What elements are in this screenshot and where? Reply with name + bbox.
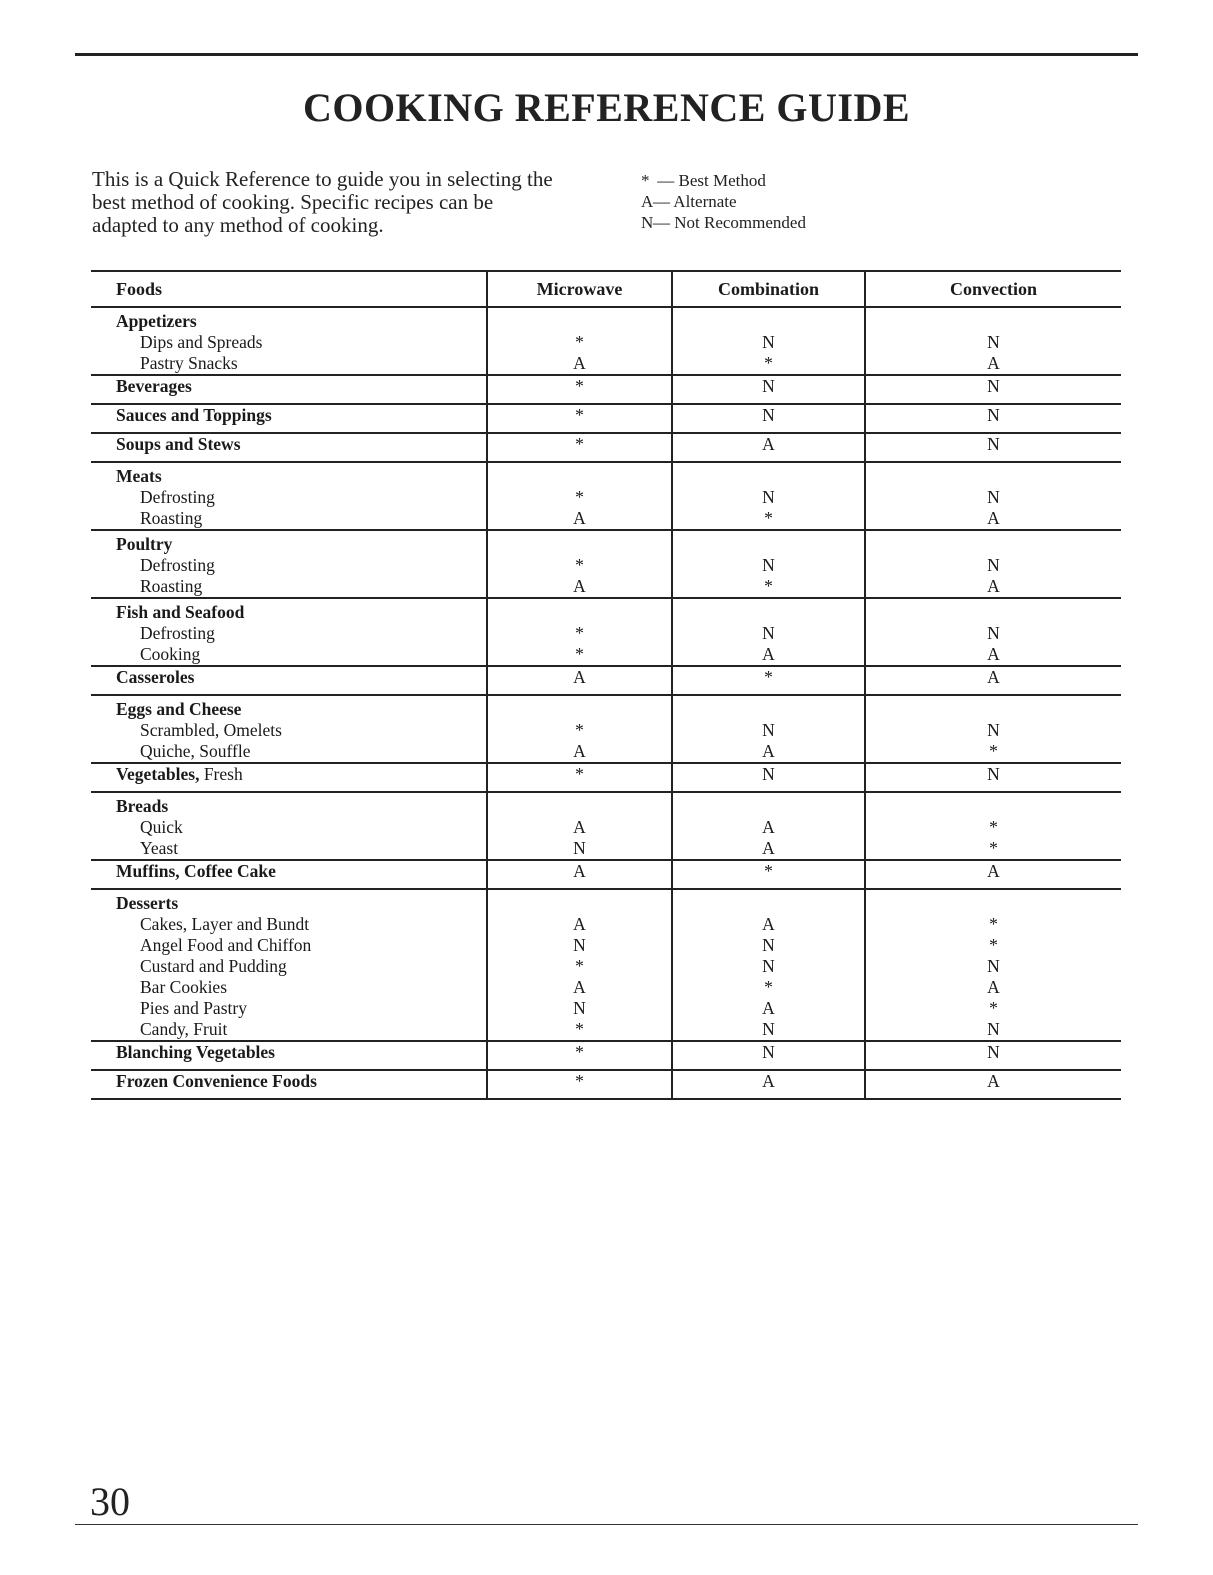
page-number: 30 <box>90 1479 130 1524</box>
page-title: COOKING REFERENCE GUIDE <box>302 85 911 130</box>
combination-value: * <box>764 508 773 528</box>
legend-item-alternate: A— Alternate <box>641 192 737 211</box>
category-label: Desserts <box>116 893 179 913</box>
microwave-value: * <box>575 623 584 643</box>
microwave-cell <box>487 598 672 666</box>
convection-cell: A <box>865 1070 1121 1099</box>
combination-value: N <box>762 623 775 643</box>
microwave-value: * <box>575 720 584 740</box>
food-cell <box>91 666 487 695</box>
microwave-value: A <box>573 576 586 596</box>
combination-value: A <box>762 838 775 858</box>
microwave-value: * <box>575 956 584 976</box>
convection-value: A <box>987 353 1000 373</box>
category-label: Sauces and Toppings <box>116 405 272 425</box>
convection-cell: A <box>865 666 1121 695</box>
category-label: Blanching Vegetables <box>116 1042 275 1062</box>
category-label: Muffins, Coffee Cake <box>116 861 276 881</box>
legend-item-best: * — Best Method <box>641 171 766 190</box>
convection-value: N <box>987 720 1000 740</box>
microwave-value: A <box>573 817 586 837</box>
convection-value: * <box>989 741 998 761</box>
food-cell <box>91 889 487 1041</box>
combination-cell: N <box>672 404 865 433</box>
convection-value: N <box>987 487 1000 507</box>
convection-value: N <box>987 623 1000 643</box>
microwave-value: * <box>575 487 584 507</box>
food-item-label: Roasting <box>140 508 203 528</box>
combination-value: A <box>762 914 775 934</box>
combination-cell: N <box>672 1041 865 1070</box>
combination-cell: A <box>672 433 865 462</box>
category-label: Eggs and Cheese <box>116 699 242 719</box>
food-item-label: Cakes, Layer and Bundt <box>140 914 310 934</box>
food-cell <box>91 598 487 666</box>
convection-value: A <box>987 508 1000 528</box>
combination-cell <box>672 530 865 598</box>
microwave-cell: A <box>487 666 672 695</box>
food-cell <box>91 462 487 530</box>
combination-value: * <box>764 353 773 373</box>
food-cell <box>91 1041 487 1070</box>
table-row <box>91 666 1121 695</box>
category-label: Beverages <box>116 376 192 396</box>
microwave-cell: * <box>487 763 672 792</box>
microwave-cell: * <box>487 1041 672 1070</box>
table-header-row <box>91 271 1121 307</box>
convection-value: A <box>987 576 1000 596</box>
food-item-label: Roasting <box>140 576 203 596</box>
convection-value: A <box>987 977 1000 997</box>
convection-cell: A <box>865 860 1121 889</box>
category-label: Casseroles <box>116 667 195 687</box>
table-row <box>91 462 1121 530</box>
combination-cell <box>672 462 865 530</box>
category-label: Vegetables, Fresh <box>116 764 243 784</box>
convection-value: N <box>987 1019 1000 1039</box>
legend <box>641 170 806 233</box>
food-cell <box>91 375 487 404</box>
table-row <box>91 1070 1121 1099</box>
food-cell <box>91 307 487 375</box>
convection-value: * <box>989 914 998 934</box>
food-item-label: Yeast <box>140 838 179 858</box>
convection-cell <box>865 462 1121 530</box>
food-item-label: Angel Food and Chiffon <box>140 935 312 955</box>
combination-cell: N <box>672 375 865 404</box>
microwave-cell <box>487 889 672 1041</box>
food-item-label: Scrambled, Omelets <box>140 720 282 740</box>
microwave-value: N <box>573 998 586 1018</box>
header-combination: Combination <box>672 271 865 307</box>
combination-value: N <box>762 1019 775 1039</box>
category-label: Appetizers <box>116 311 197 331</box>
food-item-label: Custard and Pudding <box>140 956 287 976</box>
combination-value: A <box>762 998 775 1018</box>
table-row <box>91 763 1121 792</box>
microwave-cell: * <box>487 1070 672 1099</box>
food-item-label: Pastry Snacks <box>140 353 238 373</box>
convection-cell: N <box>865 433 1121 462</box>
table-row <box>91 307 1121 375</box>
microwave-value: * <box>575 1019 584 1039</box>
table-row <box>91 1041 1121 1070</box>
combination-cell <box>672 695 865 763</box>
table-row <box>91 860 1121 889</box>
microwave-value: * <box>575 644 584 664</box>
table-body <box>91 307 1121 1099</box>
category-label: Frozen Convenience Foods <box>116 1071 317 1091</box>
convection-value: A <box>987 644 1000 664</box>
convection-cell: N <box>865 763 1121 792</box>
header-microwave: Microwave <box>487 271 672 307</box>
bottom-rule <box>75 1524 1138 1525</box>
table-row <box>91 375 1121 404</box>
combination-value: N <box>762 487 775 507</box>
convection-cell: N <box>865 404 1121 433</box>
combination-cell <box>672 889 865 1041</box>
convection-cell <box>865 695 1121 763</box>
convection-value: N <box>987 555 1000 575</box>
microwave-cell <box>487 307 672 375</box>
microwave-value: A <box>573 741 586 761</box>
table-row <box>91 792 1121 860</box>
table-row <box>91 404 1121 433</box>
combination-value: * <box>764 977 773 997</box>
combination-value: A <box>762 741 775 761</box>
combination-cell: * <box>672 860 865 889</box>
food-item-label: Bar Cookies <box>140 977 228 997</box>
food-cell <box>91 792 487 860</box>
category-label: Meats <box>116 466 162 486</box>
food-item-label: Candy, Fruit <box>140 1019 228 1039</box>
table-row <box>91 889 1121 1041</box>
combination-cell <box>672 792 865 860</box>
food-cell <box>91 763 487 792</box>
convection-value: * <box>989 817 998 837</box>
convection-cell: N <box>865 1041 1121 1070</box>
combination-value: A <box>762 644 775 664</box>
food-item-label: Cooking <box>140 644 201 664</box>
combination-value: * <box>764 576 773 596</box>
food-cell <box>91 530 487 598</box>
convection-cell <box>865 792 1121 860</box>
microwave-value: N <box>573 838 586 858</box>
header-convection: Convection <box>865 271 1121 307</box>
microwave-cell <box>487 462 672 530</box>
microwave-value: A <box>573 353 586 373</box>
top-rule <box>75 53 1138 56</box>
convection-cell: N <box>865 375 1121 404</box>
combination-cell <box>672 307 865 375</box>
category-label: Fish and Seafood <box>116 602 245 622</box>
convection-cell <box>865 889 1121 1041</box>
combination-value: N <box>762 935 775 955</box>
combination-cell: * <box>672 666 865 695</box>
combination-cell <box>672 598 865 666</box>
combination-value: N <box>762 555 775 575</box>
convection-cell <box>865 530 1121 598</box>
convection-value: * <box>989 935 998 955</box>
convection-value: N <box>987 956 1000 976</box>
table-row <box>91 530 1121 598</box>
category-label: Soups and Stews <box>116 434 241 454</box>
food-item-label: Defrosting <box>140 623 215 643</box>
convection-value: * <box>989 838 998 858</box>
intro-text: This is a Quick Reference to guide you in selecting the best method of cooking. Specific recipes can be adapted to any method of cooking. <box>92 167 553 237</box>
food-cell <box>91 1070 487 1099</box>
combination-value: A <box>762 817 775 837</box>
legend-item-not-recommended: N— Not Recommended <box>641 213 806 232</box>
category-label: Breads <box>116 796 169 816</box>
header-foods: Foods <box>91 271 487 307</box>
food-item-label: Defrosting <box>140 487 215 507</box>
category-label: Poultry <box>116 534 173 554</box>
microwave-cell <box>487 695 672 763</box>
food-cell <box>91 695 487 763</box>
microwave-value: N <box>573 935 586 955</box>
food-item-label: Defrosting <box>140 555 215 575</box>
table-row <box>91 598 1121 666</box>
convection-cell <box>865 598 1121 666</box>
microwave-cell: * <box>487 404 672 433</box>
microwave-cell: * <box>487 375 672 404</box>
convection-cell <box>865 307 1121 375</box>
combination-value: N <box>762 720 775 740</box>
food-item-label: Quiche, Souffle <box>140 741 251 761</box>
table-row <box>91 695 1121 763</box>
combination-cell: N <box>672 763 865 792</box>
combination-cell: A <box>672 1070 865 1099</box>
microwave-value: A <box>573 508 586 528</box>
convection-value: N <box>987 332 1000 352</box>
microwave-cell: A <box>487 860 672 889</box>
microwave-value: * <box>575 332 584 352</box>
microwave-value: A <box>573 977 586 997</box>
microwave-cell: * <box>487 433 672 462</box>
food-cell <box>91 404 487 433</box>
microwave-cell <box>487 792 672 860</box>
food-cell <box>91 860 487 889</box>
microwave-cell <box>487 530 672 598</box>
food-item-label: Dips and Spreads <box>140 332 263 352</box>
cooking-reference-table <box>91 270 1121 1100</box>
combination-value: N <box>762 956 775 976</box>
food-item-label: Quick <box>140 817 183 837</box>
microwave-value: * <box>575 555 584 575</box>
microwave-value: A <box>573 914 586 934</box>
food-cell <box>91 433 487 462</box>
table-row <box>91 433 1121 462</box>
food-item-label: Pies and Pastry <box>140 998 247 1018</box>
combination-value: N <box>762 332 775 352</box>
convection-value: * <box>989 998 998 1018</box>
